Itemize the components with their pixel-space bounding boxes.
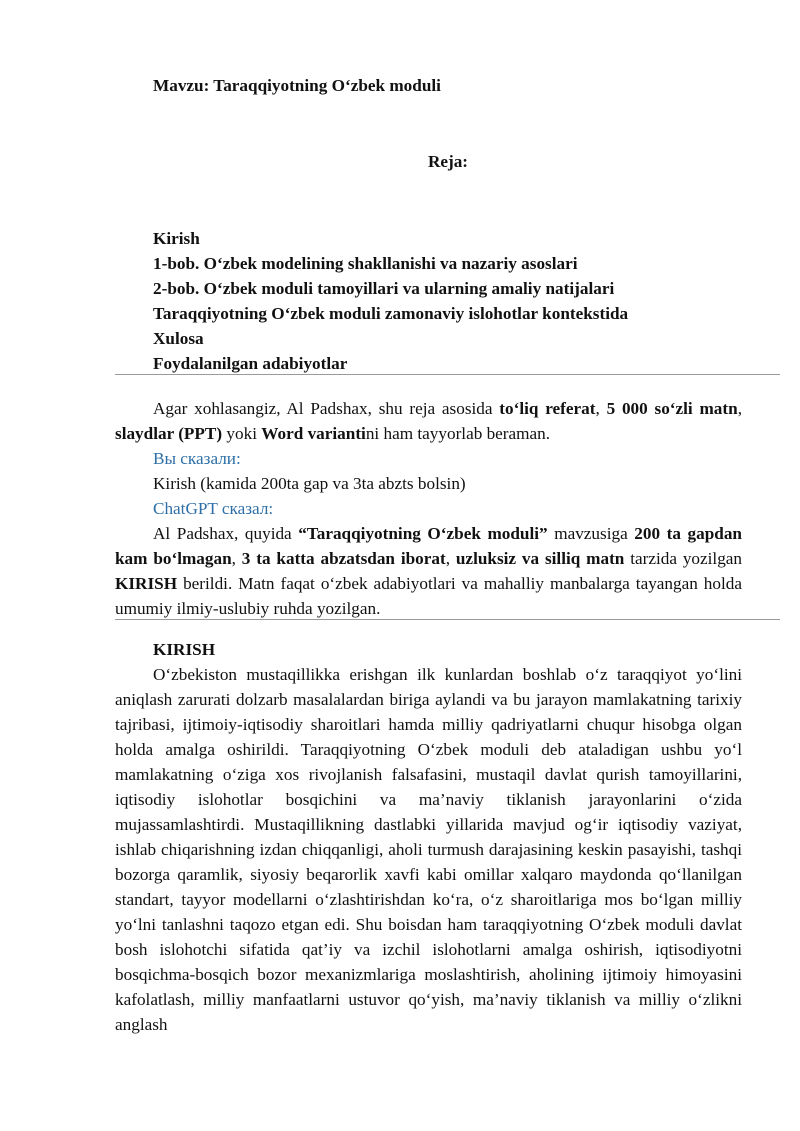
assistant-label: ChatGPT сказал:: [153, 499, 274, 518]
table-of-contents: [153, 226, 628, 376]
document-title: Mavzu: Taraqqiyotning O‘zbek moduli: [153, 76, 441, 95]
reply-bold: 200 ta gapdan kam bo‘lmagan: [115, 524, 742, 568]
reply-text: mavzusiga: [547, 524, 635, 543]
offer-bold: Word varianti: [261, 424, 366, 443]
toc-item: Xulosa: [153, 329, 204, 348]
offer-text: ,: [595, 399, 607, 418]
toc-item: 2-bob. O‘zbek moduli tamoyillari va ularning amaliy natijalari: [153, 279, 615, 298]
offer-text: Agar xohlasangiz, Al Padshax, shu reja asosida: [153, 399, 500, 418]
toc-item: Foydalanilgan adabiyotlar: [153, 354, 348, 373]
user-label: Вы сказали:: [153, 449, 241, 468]
plan-heading: Reja:: [427, 152, 469, 171]
horizontal-rule: [115, 374, 780, 375]
toc-item: Taraqqiyotning O‘zbek moduli zamonaviy islohotlar kontekstida: [153, 304, 629, 323]
reply-bold: KIRISH: [115, 574, 178, 593]
offer-bold: 5 000 so‘zli matn: [606, 399, 738, 418]
reply-text: ,: [231, 549, 242, 568]
horizontal-rule: [115, 619, 780, 620]
reply-text: Al Padshax, quyida: [153, 524, 299, 543]
toc-item: 1-bob. O‘zbek modelining shakllanishi va nazariy asoslari: [153, 254, 578, 273]
offer-text: ,: [737, 399, 742, 418]
reply-paragraph: [115, 521, 742, 621]
offer-text: ni ham tayyorlab beraman.: [365, 424, 551, 443]
body-paragraph: O‘zbekiston mustaqillikka erishgan ilk kunlardan boshlab o‘z taraqqiyot yo‘lini aniqlash zarurati dolzarb masalalardan biriga aylandi va bu jarayon mamlakatning tarixiy tajribasi, ijtimoiy-iqtisodiy sharoitlari hamda milliy qadriyatlarni chuqur hisobga olgan holda amalga oshirildi. Taraqqiyotning O‘zbek moduli deb ataladigan ushbu yo‘l mamlakatning o‘ziga xos rivojlanish falsafasini, mustaqil davlat qurish tamoyillarini, iqtisodiy islohotlar bosqichini va ma’naviy tiklanish jarayonlarini o‘zida mujassamlashtirdi. Mustaqillikning dastlabki yillarida mavjud og‘ir iqtisodiy vaziyat, ishlab chiqarishning izdan chiqqanligi, aholi turmush darajasining keskin pasayishi, tashqi bozorga qaramlik, siyosiy beqarorlik xavfi kabi omillar xalqaro maydonda qo‘llanilgan standart, tayyor modellarni o‘zlashtirishdan ko‘ra, o‘z sharoitlariga mos bo‘lgan milliy yo‘lni tanlashni taqozo etgan edi. Shu boisdan ham taraqqiyotning O‘zbek moduli davlat bosh islohotchi sifatida qat’iy va izchil islohotlarni amalga oshirish, iqtisodiyotni bosqichma-bosqich bozor mexanizmlariga moslashtirish, aholining ijtimoiy himoyasini kafolatlash, milliy manfaatlarni ustuvor qo‘yish, ma’naviy tiklanish va milliy o‘zlikni anglash: [115, 665, 742, 1034]
reply-bold: 3 ta katta abzatsdan iborat: [241, 549, 446, 568]
section-heading: KIRISH: [153, 640, 216, 659]
reply-text: berildi. Matn faqat o‘zbek adabiyotlari va mahalliy manbalarga tayangan holda umumiy ilmiy-uslubiy ruhda yozilgan.: [115, 574, 742, 618]
user-message: Kirish (kamida 200ta gap va 3ta abzts bolsin): [153, 474, 466, 493]
reply-text: tarzida yozilgan: [624, 549, 743, 568]
reply-bold: uzluksiz va silliq matn: [455, 549, 625, 568]
offer-bold: slaydlar (PPT): [115, 424, 223, 443]
reply-text: ,: [445, 549, 456, 568]
toc-item: Kirish: [153, 229, 200, 248]
reply-bold: “Taraqqiyotning O‘zbek moduli”: [298, 524, 548, 543]
offer-paragraph: [115, 396, 742, 446]
offer-text: yoki: [222, 424, 262, 443]
offer-bold: to‘liq referat: [499, 399, 596, 418]
